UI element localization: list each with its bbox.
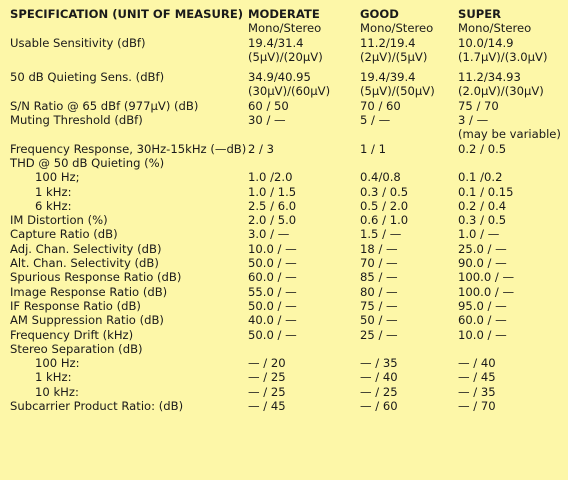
table-row <box>10 285 562 299</box>
good-cell: 18 / — <box>360 241 398 256</box>
table-body <box>10 36 562 414</box>
spec-label-cell <box>10 50 248 64</box>
spec-label-cell: 6 kHz: <box>35 198 72 213</box>
moderate-cell: 50.0 / — <box>248 298 297 313</box>
table-row <box>10 213 562 227</box>
table-row <box>10 227 562 241</box>
good-cell: 0.5 / 2.0 <box>360 198 409 213</box>
moderate-cell <box>248 342 360 356</box>
mode-good: Mono/Stereo <box>360 21 434 36</box>
good-cell: 85 / — <box>360 270 398 285</box>
moderate-cell: 30 / — <box>248 113 286 128</box>
moderate-cell: — / 45 <box>248 399 286 414</box>
spec-label-cell: THD @ 50 dB Quieting (%) <box>10 155 165 170</box>
good-cell: (5μV)/(50μV) <box>360 84 435 99</box>
good-cell: 0.4/0.8 <box>360 170 401 185</box>
moderate-cell: — / 25 <box>248 370 286 385</box>
table-row <box>10 370 562 384</box>
moderate-cell: 34.9/40.95 <box>248 70 311 85</box>
moderate-cell: 2 / 3 <box>248 141 275 156</box>
table-row <box>10 328 562 342</box>
super-cell: 100.0 / — <box>458 284 515 299</box>
super-cell: (2.0μV)/(30μV) <box>458 84 544 99</box>
moderate-cell: (5μV)/(20μV) <box>248 49 323 64</box>
super-cell: 75 / 70 <box>458 98 499 113</box>
table-row <box>10 342 562 356</box>
table-row <box>10 356 562 370</box>
table-row <box>10 242 562 256</box>
super-cell: — / 35 <box>458 384 496 399</box>
moderate-cell: 2.0 / 5.0 <box>248 213 297 228</box>
moderate-cell: (30μV)/(60μV) <box>248 84 331 99</box>
spec-table <box>10 7 562 413</box>
moderate-cell: — / 20 <box>248 356 286 371</box>
spec-label-cell: Subcarrier Product Ratio: (dB) <box>10 399 184 414</box>
super-cell: — / 45 <box>458 370 496 385</box>
header-moderate: MODERATE <box>248 7 320 21</box>
table-row <box>10 299 562 313</box>
spec-label-cell: Muting Threshold (dBf) <box>10 113 143 128</box>
super-cell: 0.1 / 0.15 <box>458 184 514 199</box>
moderate-cell <box>248 127 360 141</box>
moderate-cell: 50.0 / — <box>248 256 297 271</box>
good-cell: 11.2/19.4 <box>360 35 416 50</box>
spec-label-cell: 1 kHz: <box>35 184 72 199</box>
good-cell: — / 40 <box>360 370 398 385</box>
moderate-cell: 19.4/31.4 <box>248 35 304 50</box>
good-cell: 80 / — <box>360 284 398 299</box>
good-cell: 75 / — <box>360 298 398 313</box>
mode-label <box>10 21 248 35</box>
good-cell: 0.6 / 1.0 <box>360 213 409 228</box>
spec-label-cell: Spurious Response Ratio (dB) <box>10 270 182 285</box>
good-cell: (2μV)/(5μV) <box>360 49 428 64</box>
super-cell: 60.0 / — <box>458 313 507 328</box>
table-row <box>10 170 562 184</box>
spec-label-cell: AM Suppression Ratio (dB) <box>10 313 164 328</box>
moderate-cell: 60.0 / — <box>248 270 297 285</box>
table-row <box>10 127 562 141</box>
table-row <box>10 270 562 284</box>
table-row <box>10 64 562 84</box>
super-cell: 0.2 / 0.5 <box>458 141 507 156</box>
spec-label-cell: 10 kHz: <box>35 384 79 399</box>
super-cell: 0.2 / 0.4 <box>458 198 507 213</box>
spec-label-cell: 50 dB Quieting Sens. (dBf) <box>10 70 165 85</box>
mode-super: Mono/Stereo <box>458 21 532 36</box>
super-cell: 90.0 / — <box>458 256 507 271</box>
spec-label-cell: Usable Sensitivity (dBf) <box>10 35 146 50</box>
super-cell: 11.2/34.93 <box>458 70 521 85</box>
table-row <box>10 113 562 127</box>
super-cell: 0.3 / 0.5 <box>458 213 507 228</box>
table-row <box>10 50 562 64</box>
good-cell: 5 / — <box>360 113 391 128</box>
spec-label-cell <box>10 84 248 98</box>
spec-label-cell: 1 kHz: <box>35 370 72 385</box>
table-row <box>10 36 562 50</box>
super-cell: 25.0 / — <box>458 241 507 256</box>
table-header <box>10 7 562 36</box>
spec-label-cell: Capture Ratio (dB) <box>10 227 118 242</box>
table-row <box>10 142 562 156</box>
super-cell <box>458 342 562 356</box>
table-row <box>10 99 562 113</box>
super-cell: 3 / — <box>458 113 489 128</box>
moderate-cell: 3.0 / — <box>248 227 290 242</box>
good-cell: — / 35 <box>360 356 398 371</box>
table-row <box>10 185 562 199</box>
moderate-cell: 55.0 / — <box>248 284 297 299</box>
good-cell: 19.4/39.4 <box>360 70 416 85</box>
super-cell: 95.0 / — <box>458 298 507 313</box>
super-cell: — / 70 <box>458 399 496 414</box>
spec-label-cell: S/N Ratio @ 65 dBf (977μV) (dB) <box>10 98 199 113</box>
good-cell: — / 25 <box>360 384 398 399</box>
super-cell: 100.0 / — <box>458 270 515 285</box>
moderate-cell: 60 / 50 <box>248 98 289 113</box>
table-row <box>10 156 562 170</box>
good-cell <box>360 342 458 356</box>
good-cell: 1 / 1 <box>360 141 387 156</box>
table-row <box>10 399 562 413</box>
super-cell: 0.1 /0.2 <box>458 170 503 185</box>
moderate-cell: 2.5 / 6.0 <box>248 198 297 213</box>
good-cell: — / 60 <box>360 399 398 414</box>
super-cell: — / 40 <box>458 356 496 371</box>
spec-label-cell: Alt. Chan. Selectivity (dB) <box>10 256 159 271</box>
spec-label-cell: IF Response Ratio (dB) <box>10 298 141 313</box>
header-good: GOOD <box>360 7 399 21</box>
table-row <box>10 84 562 98</box>
moderate-cell: 10.0 / — <box>248 241 297 256</box>
good-cell: 0.3 / 0.5 <box>360 184 409 199</box>
spec-label-cell <box>10 127 248 141</box>
table-row <box>10 256 562 270</box>
table-row <box>10 199 562 213</box>
header-specification: SPECIFICATION (UNIT OF MEASURE) <box>10 7 244 21</box>
spec-label-cell: Image Response Ratio (dB) <box>10 284 168 299</box>
spec-label-cell: Adj. Chan. Selectivity (dB) <box>10 241 162 256</box>
spec-label-cell: 100 Hz: <box>35 356 80 371</box>
good-cell: 70 / 60 <box>360 98 401 113</box>
mode-moderate: Mono/Stereo <box>248 21 322 36</box>
moderate-cell: — / 25 <box>248 384 286 399</box>
super-cell <box>458 156 562 170</box>
moderate-cell: 1.0 / 1.5 <box>248 184 297 199</box>
moderate-cell: 50.0 / — <box>248 327 297 342</box>
table-row <box>10 313 562 327</box>
good-cell <box>360 156 458 170</box>
spec-label-cell: 100 Hz; <box>35 170 80 185</box>
moderate-cell: 1.0 /2.0 <box>248 170 293 185</box>
mode-row <box>10 21 562 35</box>
spec-label-cell: IM Distortion (%) <box>10 213 108 228</box>
spec-label-cell: Stereo Separation (dB) <box>10 341 143 356</box>
header-super: SUPER <box>458 7 502 21</box>
header-row <box>10 7 562 21</box>
super-cell: 1.0 / — <box>458 227 500 242</box>
good-cell: 25 / — <box>360 327 398 342</box>
good-cell <box>360 127 458 141</box>
super-cell: 10.0 / — <box>458 327 507 342</box>
good-cell: 1.5 / — <box>360 227 402 242</box>
spec-label-cell: Frequency Drift (kHz) <box>10 327 134 342</box>
good-cell: 70 / — <box>360 256 398 271</box>
spec-label-cell: Frequency Response, 30Hz-15kHz (—dB) <box>10 141 247 156</box>
table-row <box>10 385 562 399</box>
super-cell: (1.7μV)/(3.0μV) <box>458 49 548 64</box>
super-cell: (may be variable) <box>458 127 561 142</box>
super-cell: 10.0/14.9 <box>458 35 514 50</box>
moderate-cell: 40.0 / — <box>248 313 297 328</box>
moderate-cell <box>248 156 360 170</box>
good-cell: 50 / — <box>360 313 398 328</box>
